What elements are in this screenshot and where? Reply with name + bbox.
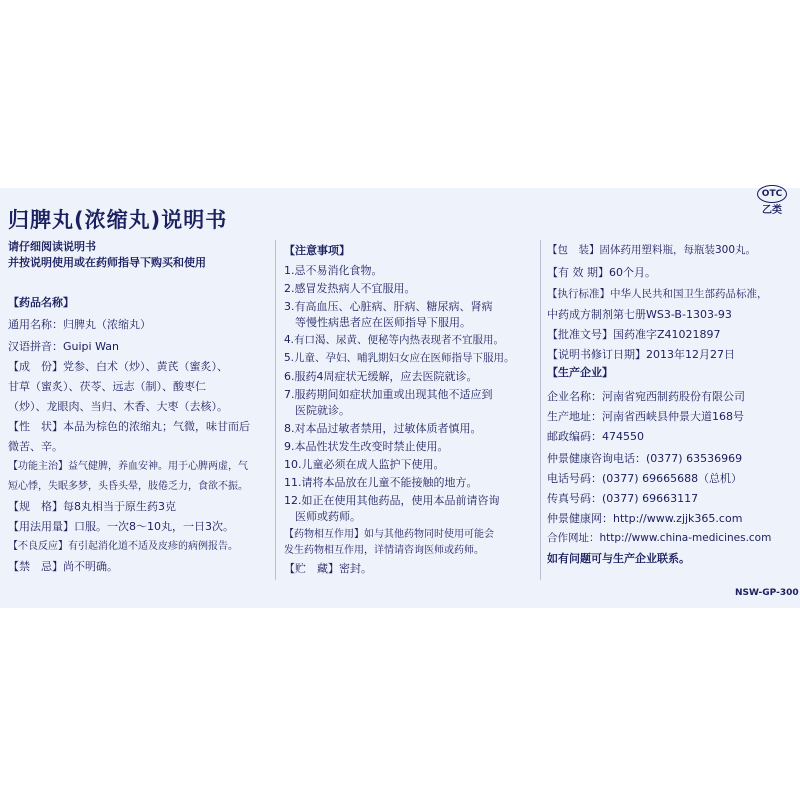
contact-note: 如有问题可与生产企业联系。 <box>547 552 690 565</box>
middle-column <box>284 244 536 580</box>
composition-line-1: 【成 份】党参、白术（炒）、黄芪（蜜炙）、 <box>8 360 228 373</box>
precaution-item: 7.服药期间如症状加重或出现其他不适应到 <box>284 388 493 401</box>
character-line-1: 【性 状】本品为棕色的浓缩丸；气微，味甘而后 <box>8 420 250 433</box>
health-website: 仲景健康网：http://www.zjjk365.com <box>547 512 743 525</box>
validity-period: 【有 效 期】60个月。 <box>547 266 656 279</box>
otc-badge <box>752 185 792 221</box>
leaflet-title: 归脾丸(浓缩丸)说明书 <box>8 208 228 232</box>
precaution-item: 3.有高血压、心脏病、肝病、糖尿病、肾病 <box>284 300 493 313</box>
contraindications: 【禁 忌】尚不明确。 <box>8 560 118 573</box>
company-name: 企业名称：河南省宛西制药股份有限公司 <box>547 390 745 403</box>
drug-interaction-line-2: 发生药物相互作用，详情请咨询医师或药师。 <box>284 545 484 556</box>
background-bottom <box>0 608 800 800</box>
precaution-item: 4.有口渴、尿黄、便秘等内热表现者不宜服用。 <box>284 334 505 346</box>
background-top <box>0 0 800 190</box>
precaution-item: 11.请将本品放在儿童不能接触的地方。 <box>284 476 478 489</box>
drug-interaction-line-1: 【药物相互作用】如与其他药物同时使用可能会 <box>284 529 494 540</box>
company-address: 生产地址：河南省西峡县仲景大道168号 <box>547 410 744 423</box>
precaution-item: 9.本品性状发生改变时禁止使用。 <box>284 440 449 453</box>
partner-website: 合作网址：http://www.china-medicines.com <box>547 532 772 544</box>
precaution-item: 等慢性病患者应在医师指导下服用。 <box>284 316 471 329</box>
precaution-item: 医院就诊。 <box>284 404 350 417</box>
manufacturer-title: 【生产企业】 <box>547 366 613 379</box>
leaflet-code: NSW-GP-300 <box>735 588 799 598</box>
left-column <box>8 240 270 580</box>
postal-code: 邮政编码：474550 <box>547 430 644 443</box>
column-divider-right <box>540 240 541 580</box>
standard-line-2: 中药成方制剂第七册WS3-B-1303-93 <box>547 308 732 321</box>
otc-grade: 乙类 <box>762 205 782 216</box>
precautions-title: 【注意事项】 <box>284 244 350 257</box>
adverse-reactions: 【不良反应】有引起消化道不适及皮疹的病例报告。 <box>8 541 238 552</box>
precaution-item: 8.对本品过敏者禁用，过敏体质者慎用。 <box>284 422 482 435</box>
precaution-item: 12.如正在使用其他药品，使用本品前请咨询 <box>284 494 500 507</box>
composition-line-3: （炒）、龙眼肉、当归、木香、大枣（去核）。 <box>8 400 228 413</box>
pinyin-name: 汉语拼音：Guipi Wan <box>8 340 119 353</box>
fax-number: 传真号码：(0377) 69663117 <box>547 492 699 505</box>
notice-read: 请仔细阅读说明书 <box>8 240 96 253</box>
otc-mark: OTC <box>757 185 787 203</box>
composition-line-2: 甘草（蜜炙）、茯苓、远志（制）、酸枣仁 <box>8 380 206 393</box>
common-name: 通用名称：归脾丸（浓缩丸） <box>8 318 151 331</box>
health-hotline: 仲景健康咨询电话：(0377) 63536969 <box>547 452 743 465</box>
precaution-item: 5.儿童、孕妇、哺乳期妇女应在医师指导下服用。 <box>284 352 515 364</box>
specification: 【规 格】每8丸相当于原生药3克 <box>8 500 176 513</box>
indication-line-1: 【功能主治】益气健脾，养血安神。用于心脾两虚，气 <box>8 461 248 472</box>
phone-number: 电话号码：(0377) 69665688（总机） <box>547 472 743 485</box>
precaution-item: 1.忌不易消化食物。 <box>284 264 383 277</box>
drug-name-title: 【药品名称】 <box>8 296 74 309</box>
precaution-item: 6.服药4周症状无缓解，应去医院就诊。 <box>284 370 478 383</box>
precaution-item: 医师或药师。 <box>284 510 361 523</box>
storage: 【贮 藏】密封。 <box>284 562 372 575</box>
precaution-item: 10.儿童必须在成人监护下使用。 <box>284 458 445 471</box>
character-line-2: 微苦、辛。 <box>8 440 63 453</box>
package-info: 【包 装】固体药用塑料瓶，每瓶装300丸。 <box>547 244 757 256</box>
usage-dosage: 【用法用量】口服。一次8～10丸，一日3次。 <box>8 520 234 533</box>
precaution-item: 2.感冒发热病人不宜服用。 <box>284 282 416 295</box>
notice-use: 并按说明使用或在药师指导下购买和使用 <box>8 256 206 269</box>
indication-line-2: 短心悸，失眠多梦，头昏头晕，肢倦乏力，食欲不振。 <box>8 481 248 492</box>
approval-number: 【批准文号】国药准字Z41021897 <box>547 328 721 341</box>
revision-date: 【说明书修订日期】2013年12月27日 <box>547 348 735 361</box>
standard-line-1: 【执行标准】中华人民共和国卫生部药品标准， <box>547 288 768 300</box>
right-column <box>547 244 793 564</box>
column-divider-left <box>275 240 276 580</box>
